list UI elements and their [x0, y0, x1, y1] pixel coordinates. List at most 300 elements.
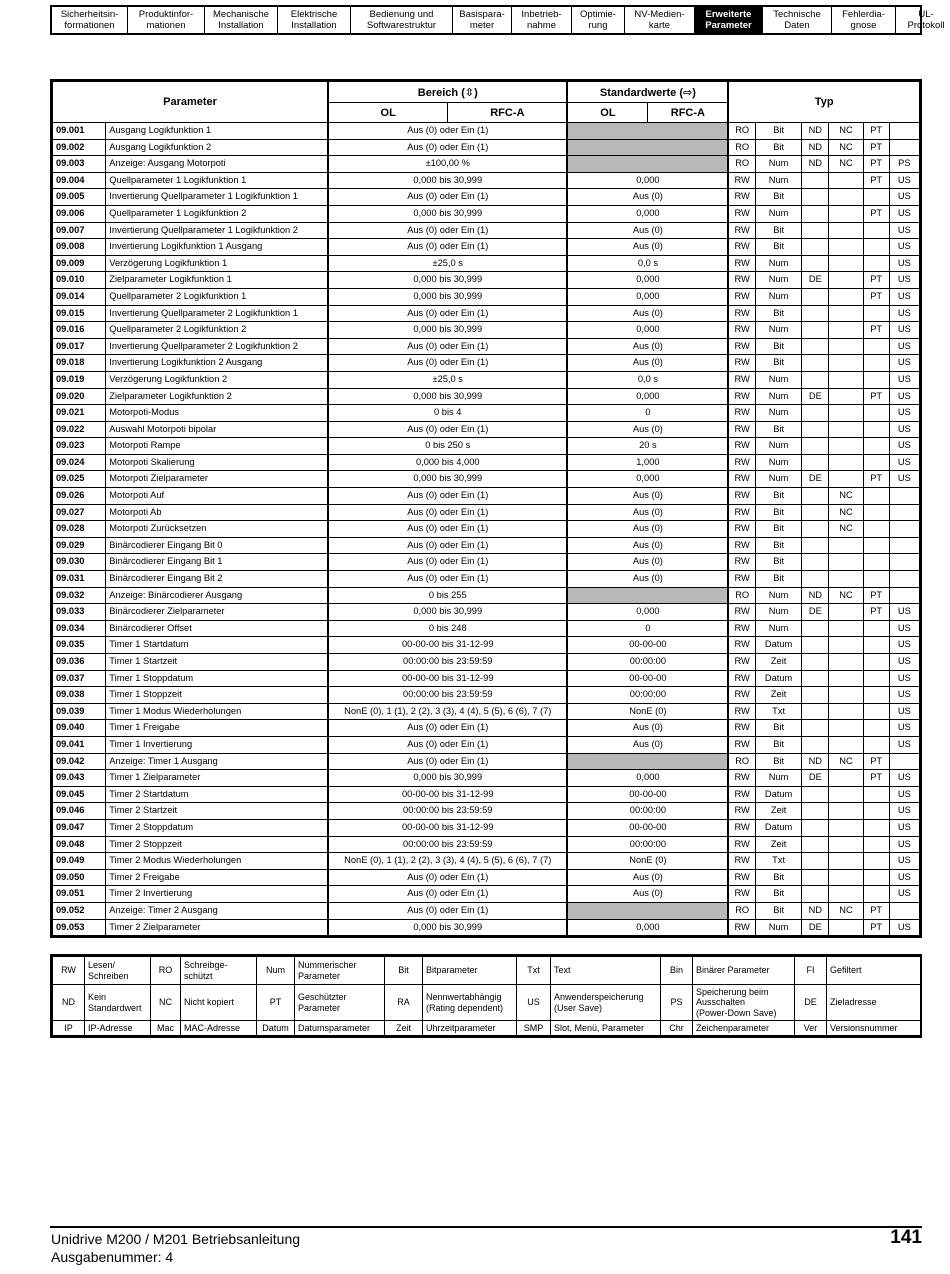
param-range: 00:00:00 bis 23:59:59 — [328, 803, 567, 820]
type-pt: PT — [863, 587, 889, 604]
type-pt — [863, 371, 889, 388]
type-nd — [802, 222, 829, 239]
param-name: Invertierung Logikfunktion 2 Ausgang — [106, 355, 328, 372]
type-nd — [802, 405, 829, 422]
type-save: US — [889, 438, 919, 455]
type-nd — [802, 736, 829, 753]
param-number: 09.018 — [53, 355, 106, 372]
param-name: Timer 2 Stoppzeit — [106, 836, 328, 853]
param-number: 09.019 — [53, 371, 106, 388]
type-save — [889, 902, 919, 919]
footer-issue: Ausgabenummer: 4 — [51, 1249, 174, 1265]
type-nd — [802, 205, 829, 222]
legend-description: Bitparameter — [423, 957, 517, 985]
param-default: Aus (0) — [567, 222, 728, 239]
header-range: Bereich (⇳) — [328, 82, 567, 103]
type-nc — [829, 919, 863, 936]
param-range: 00:00:00 bis 23:59:59 — [328, 687, 567, 704]
legend-row — [53, 1021, 921, 1036]
type-access: RW — [728, 736, 755, 753]
type-save: US — [889, 786, 919, 803]
type-pt — [863, 537, 889, 554]
param-default: 0,000 — [567, 919, 728, 936]
table-row — [53, 886, 920, 903]
header-defaults: Standardwerte (⇨) — [567, 82, 728, 103]
type-datatype: Bit — [756, 222, 802, 239]
type-access: RO — [728, 139, 755, 156]
type-pt — [863, 869, 889, 886]
legend-code: Chr — [661, 1021, 693, 1036]
type-nc: NC — [829, 156, 863, 173]
param-range: 00-00-00 bis 31-12-99 — [328, 786, 567, 803]
param-number: 09.051 — [53, 886, 106, 903]
type-datatype: Num — [756, 322, 802, 339]
type-save: US — [889, 819, 919, 836]
table-row — [53, 371, 920, 388]
param-name: Motorpoti Ab — [106, 504, 328, 521]
type-datatype: Num — [756, 604, 802, 621]
type-nd — [802, 853, 829, 870]
nav-tab[interactable]: Mechanische Installation — [205, 7, 278, 33]
type-access: RW — [728, 172, 755, 189]
type-nd — [802, 703, 829, 720]
type-nd — [802, 886, 829, 903]
type-datatype: Bit — [756, 902, 802, 919]
param-number: 09.050 — [53, 869, 106, 886]
type-save: US — [889, 836, 919, 853]
type-pt: PT — [863, 156, 889, 173]
table-row — [53, 587, 920, 604]
param-range: Aus (0) oder Ein (1) — [328, 571, 567, 588]
type-nd — [802, 687, 829, 704]
type-save: US — [889, 189, 919, 206]
table-row — [53, 670, 920, 687]
table-row — [53, 753, 920, 770]
type-nd — [802, 172, 829, 189]
type-save: US — [889, 803, 919, 820]
param-name: Timer 2 Zielparameter — [106, 919, 328, 936]
param-number: 09.026 — [53, 488, 106, 505]
param-default: Aus (0) — [567, 537, 728, 554]
legend-table — [52, 956, 921, 1036]
param-range: Aus (0) oder Ein (1) — [328, 421, 567, 438]
type-datatype: Bit — [756, 886, 802, 903]
param-range: 0,000 bis 4,000 — [328, 454, 567, 471]
table-row — [53, 736, 920, 753]
type-save: US — [889, 405, 919, 422]
type-nd: DE — [802, 919, 829, 936]
param-name: Timer 1 Modus Wiederholungen — [106, 703, 328, 720]
table-row — [53, 471, 920, 488]
param-range: Aus (0) oder Ein (1) — [328, 902, 567, 919]
type-pt — [863, 637, 889, 654]
legend-code: Bit — [385, 957, 423, 985]
param-range: Aus (0) oder Ein (1) — [328, 869, 567, 886]
param-number: 09.035 — [53, 637, 106, 654]
param-default: Aus (0) — [567, 239, 728, 256]
type-nc — [829, 438, 863, 455]
param-number: 09.043 — [53, 770, 106, 787]
legend-description: Zeichenparameter — [693, 1021, 795, 1036]
param-name: Timer 2 Stoppdatum — [106, 819, 328, 836]
type-pt — [863, 670, 889, 687]
type-save — [889, 571, 919, 588]
type-nc — [829, 305, 863, 322]
legend-description: Zieladresse — [827, 985, 921, 1021]
param-range: Aus (0) oder Ein (1) — [328, 504, 567, 521]
type-access: RW — [728, 836, 755, 853]
legend-code: Ver — [795, 1021, 827, 1036]
table-row — [53, 172, 920, 189]
footer-divider — [50, 1226, 922, 1228]
type-access: RW — [728, 687, 755, 704]
type-save — [889, 753, 919, 770]
legend-description: Nummerischer Parameter — [295, 957, 385, 985]
page-number: 141 — [890, 1227, 922, 1248]
type-pt: PT — [863, 272, 889, 289]
type-nd — [802, 720, 829, 737]
type-save — [889, 587, 919, 604]
type-save: US — [889, 654, 919, 671]
type-nd — [802, 355, 829, 372]
param-default: 00:00:00 — [567, 654, 728, 671]
param-range: Aus (0) oder Ein (1) — [328, 123, 567, 140]
param-range: 0,000 bis 30,999 — [328, 770, 567, 787]
type-nc: NC — [829, 753, 863, 770]
table-row — [53, 239, 920, 256]
type-pt — [863, 421, 889, 438]
type-pt — [863, 521, 889, 538]
table-row — [53, 537, 920, 554]
nav-tab[interactable]: Basispara- meter — [453, 7, 512, 33]
param-name: Binärcodierer Eingang Bit 2 — [106, 571, 328, 588]
type-nd: ND — [802, 156, 829, 173]
parameter-table-body — [53, 123, 920, 936]
type-access: RW — [728, 504, 755, 521]
table-row — [53, 620, 920, 637]
param-range: ±100,00 % — [328, 156, 567, 173]
param-name: Invertierung Quellparameter 2 Logikfunktion 2 — [106, 338, 328, 355]
param-range: Aus (0) oder Ein (1) — [328, 886, 567, 903]
type-access: RW — [728, 205, 755, 222]
table-row — [53, 156, 920, 173]
type-pt: PT — [863, 919, 889, 936]
param-number: 09.017 — [53, 338, 106, 355]
type-pt — [863, 703, 889, 720]
type-pt — [863, 255, 889, 272]
param-number: 09.009 — [53, 255, 106, 272]
type-nc — [829, 355, 863, 372]
param-number: 09.037 — [53, 670, 106, 687]
type-save: US — [889, 736, 919, 753]
param-number: 09.014 — [53, 288, 106, 305]
nav-tab[interactable]: UL- Protokoll — [907, 9, 945, 31]
legend-code: Zeit — [385, 1021, 423, 1036]
type-pt: PT — [863, 123, 889, 140]
param-default: 00:00:00 — [567, 836, 728, 853]
table-row — [53, 338, 920, 355]
type-save — [889, 554, 919, 571]
param-name: Auswahl Motorpoti bipolar — [106, 421, 328, 438]
type-access: RW — [728, 322, 755, 339]
type-nd — [802, 504, 829, 521]
param-name: Binärcodierer Eingang Bit 1 — [106, 554, 328, 571]
param-name: Timer 2 Startzeit — [106, 803, 328, 820]
param-name: Timer 1 Stoppzeit — [106, 687, 328, 704]
legend-code: PS — [661, 985, 693, 1021]
type-nc — [829, 338, 863, 355]
param-default: NonE (0) — [567, 853, 728, 870]
param-range: Aus (0) oder Ein (1) — [328, 736, 567, 753]
table-row — [53, 388, 920, 405]
type-nd — [802, 786, 829, 803]
type-nd — [802, 255, 829, 272]
nav-tab[interactable]: Inbetrieb- nahme — [512, 7, 572, 33]
table-row — [53, 720, 920, 737]
param-name: Anzeige: Timer 2 Ausgang — [106, 902, 328, 919]
table-row — [53, 786, 920, 803]
legend-description: Binärer Parameter — [693, 957, 795, 985]
param-default: Aus (0) — [567, 571, 728, 588]
type-save: US — [889, 637, 919, 654]
type-nc — [829, 189, 863, 206]
type-nc — [829, 272, 863, 289]
legend-code: Txt — [517, 957, 551, 985]
type-pt — [863, 803, 889, 820]
type-save — [889, 521, 919, 538]
type-datatype: Zeit — [756, 836, 802, 853]
type-datatype: Datum — [756, 786, 802, 803]
type-access: RW — [728, 670, 755, 687]
legend-description: Lesen/ Schreiben — [85, 957, 151, 985]
param-name: Anzeige: Binärcodierer Ausgang — [106, 587, 328, 604]
type-nd — [802, 322, 829, 339]
param-default: Aus (0) — [567, 869, 728, 886]
type-nd — [802, 421, 829, 438]
param-range: 0 bis 4 — [328, 405, 567, 422]
type-nc — [829, 388, 863, 405]
legend-container — [50, 954, 922, 1038]
type-pt: PT — [863, 388, 889, 405]
type-access: RO — [728, 902, 755, 919]
param-default: Aus (0) — [567, 554, 728, 571]
type-save: US — [889, 239, 919, 256]
type-datatype: Bit — [756, 736, 802, 753]
type-pt — [863, 736, 889, 753]
type-save: US — [889, 205, 919, 222]
param-name: Timer 2 Invertierung — [106, 886, 328, 903]
param-default: Aus (0) — [567, 720, 728, 737]
param-name: Verzögerung Logikfunktion 1 — [106, 255, 328, 272]
type-nd — [802, 620, 829, 637]
type-nd — [802, 305, 829, 322]
nav-tab[interactable]: Elektrische Installation — [278, 7, 351, 33]
type-nc — [829, 836, 863, 853]
param-default: 0,000 — [567, 272, 728, 289]
param-range: ±25,0 s — [328, 371, 567, 388]
header-default-ol: OL — [567, 103, 647, 123]
type-nc — [829, 239, 863, 256]
param-default: 0,000 — [567, 205, 728, 222]
param-default: 00:00:00 — [567, 803, 728, 820]
header-range-ol: OL — [328, 103, 448, 123]
type-access: RW — [728, 471, 755, 488]
type-pt: PT — [863, 471, 889, 488]
param-name: Zielparameter Logikfunktion 2 — [106, 388, 328, 405]
type-pt — [863, 720, 889, 737]
param-name: Ausgang Logikfunktion 2 — [106, 139, 328, 156]
param-name: Binärcodierer Zielparameter — [106, 604, 328, 621]
table-row — [53, 902, 920, 919]
type-access: RW — [728, 371, 755, 388]
param-name: Quellparameter 1 Logikfunktion 2 — [106, 205, 328, 222]
param-number: 09.030 — [53, 554, 106, 571]
type-datatype: Datum — [756, 819, 802, 836]
legend-description: MAC-Adresse — [181, 1021, 257, 1036]
type-access: RW — [728, 637, 755, 654]
param-default: Aus (0) — [567, 189, 728, 206]
type-datatype: Num — [756, 587, 802, 604]
type-save: US — [889, 454, 919, 471]
type-nc — [829, 604, 863, 621]
table-row — [53, 255, 920, 272]
nav-tab[interactable]: Optimie- rung — [572, 7, 625, 33]
legend-code: Num — [257, 957, 295, 985]
type-nd: ND — [802, 902, 829, 919]
type-nc — [829, 770, 863, 787]
param-number: 09.052 — [53, 902, 106, 919]
param-default: Aus (0) — [567, 355, 728, 372]
type-nc — [829, 571, 863, 588]
type-nd: DE — [802, 388, 829, 405]
type-access: RW — [728, 355, 755, 372]
type-nc — [829, 322, 863, 339]
nav-tab[interactable]: Bedienung und Softwarestruktur — [351, 7, 453, 33]
header-parameter: Parameter — [53, 82, 329, 123]
nav-tab[interactable]: NV-Medien- karte — [625, 7, 695, 33]
type-pt: PT — [863, 139, 889, 156]
param-number: 09.016 — [53, 322, 106, 339]
table-row — [53, 687, 920, 704]
type-nc — [829, 255, 863, 272]
table-row — [53, 654, 920, 671]
table-row — [53, 421, 920, 438]
param-default: Aus (0) — [567, 305, 728, 322]
type-datatype: Bit — [756, 571, 802, 588]
type-access: RW — [728, 388, 755, 405]
param-number: 09.039 — [53, 703, 106, 720]
param-default: 1,000 — [567, 454, 728, 471]
legend-code: Datum — [257, 1021, 295, 1036]
type-nd: ND — [802, 587, 829, 604]
type-nd — [802, 654, 829, 671]
type-access: RW — [728, 438, 755, 455]
nav-tab[interactable]: Produktinfor- mationen — [128, 7, 205, 33]
param-number: 09.006 — [53, 205, 106, 222]
table-row — [53, 571, 920, 588]
param-name: Timer 1 Invertierung — [106, 736, 328, 753]
nav-tab[interactable]: Fehlerdia- gnose — [832, 7, 896, 33]
type-nc — [829, 654, 863, 671]
type-datatype: Bit — [756, 123, 802, 140]
type-nd — [802, 521, 829, 538]
type-nc — [829, 687, 863, 704]
param-number: 09.040 — [53, 720, 106, 737]
type-nd — [802, 537, 829, 554]
param-name: Motorpoti Auf — [106, 488, 328, 505]
type-access: RO — [728, 753, 755, 770]
table-row — [53, 554, 920, 571]
param-range: Aus (0) oder Ein (1) — [328, 305, 567, 322]
type-access: RW — [728, 537, 755, 554]
param-number: 09.021 — [53, 405, 106, 422]
legend-code: SMP — [517, 1021, 551, 1036]
param-number: 09.024 — [53, 454, 106, 471]
type-pt — [863, 305, 889, 322]
type-access: RW — [728, 803, 755, 820]
parameter-table-container — [50, 79, 922, 938]
legend-row — [53, 985, 921, 1021]
type-datatype: Num — [756, 438, 802, 455]
type-save: US — [889, 371, 919, 388]
type-nc: NC — [829, 587, 863, 604]
param-default — [567, 156, 728, 173]
nav-tab[interactable]: Technische Daten — [763, 7, 832, 33]
param-default: 0 — [567, 620, 728, 637]
table-row — [53, 322, 920, 339]
param-number: 09.003 — [53, 156, 106, 173]
param-range: 0,000 bis 30,999 — [328, 172, 567, 189]
legend-row — [53, 957, 921, 985]
type-save: US — [889, 272, 919, 289]
type-access: RW — [728, 554, 755, 571]
type-datatype: Num — [756, 272, 802, 289]
type-datatype: Bit — [756, 355, 802, 372]
param-name: Timer 1 Startzeit — [106, 654, 328, 671]
param-name: Ausgang Logikfunktion 1 — [106, 123, 328, 140]
nav-tab[interactable]: Erweiterte Parameter — [695, 7, 763, 33]
type-access: RW — [728, 255, 755, 272]
type-datatype: Zeit — [756, 687, 802, 704]
param-range: Aus (0) oder Ein (1) — [328, 355, 567, 372]
type-datatype: Datum — [756, 670, 802, 687]
type-save: US — [889, 421, 919, 438]
type-nd — [802, 488, 829, 505]
type-pt — [863, 853, 889, 870]
param-default: Aus (0) — [567, 338, 728, 355]
type-datatype: Bit — [756, 869, 802, 886]
table-row — [53, 355, 920, 372]
legend-code: RA — [385, 985, 423, 1021]
nav-tab[interactable]: Sicherheitsin- formationen — [52, 7, 128, 33]
table-row — [53, 405, 920, 422]
param-number: 09.029 — [53, 537, 106, 554]
param-number: 09.001 — [53, 123, 106, 140]
type-nc — [829, 421, 863, 438]
param-default: 0 — [567, 405, 728, 422]
param-name: Timer 1 Stoppdatum — [106, 670, 328, 687]
type-datatype: Txt — [756, 853, 802, 870]
type-datatype: Num — [756, 770, 802, 787]
type-nd — [802, 189, 829, 206]
type-pt: PT — [863, 288, 889, 305]
type-pt — [863, 571, 889, 588]
param-default: 00-00-00 — [567, 786, 728, 803]
param-name: Motorpoti Rampe — [106, 438, 328, 455]
type-nc: NC — [829, 521, 863, 538]
header-type: Typ — [728, 82, 919, 123]
param-number: 09.053 — [53, 919, 106, 936]
